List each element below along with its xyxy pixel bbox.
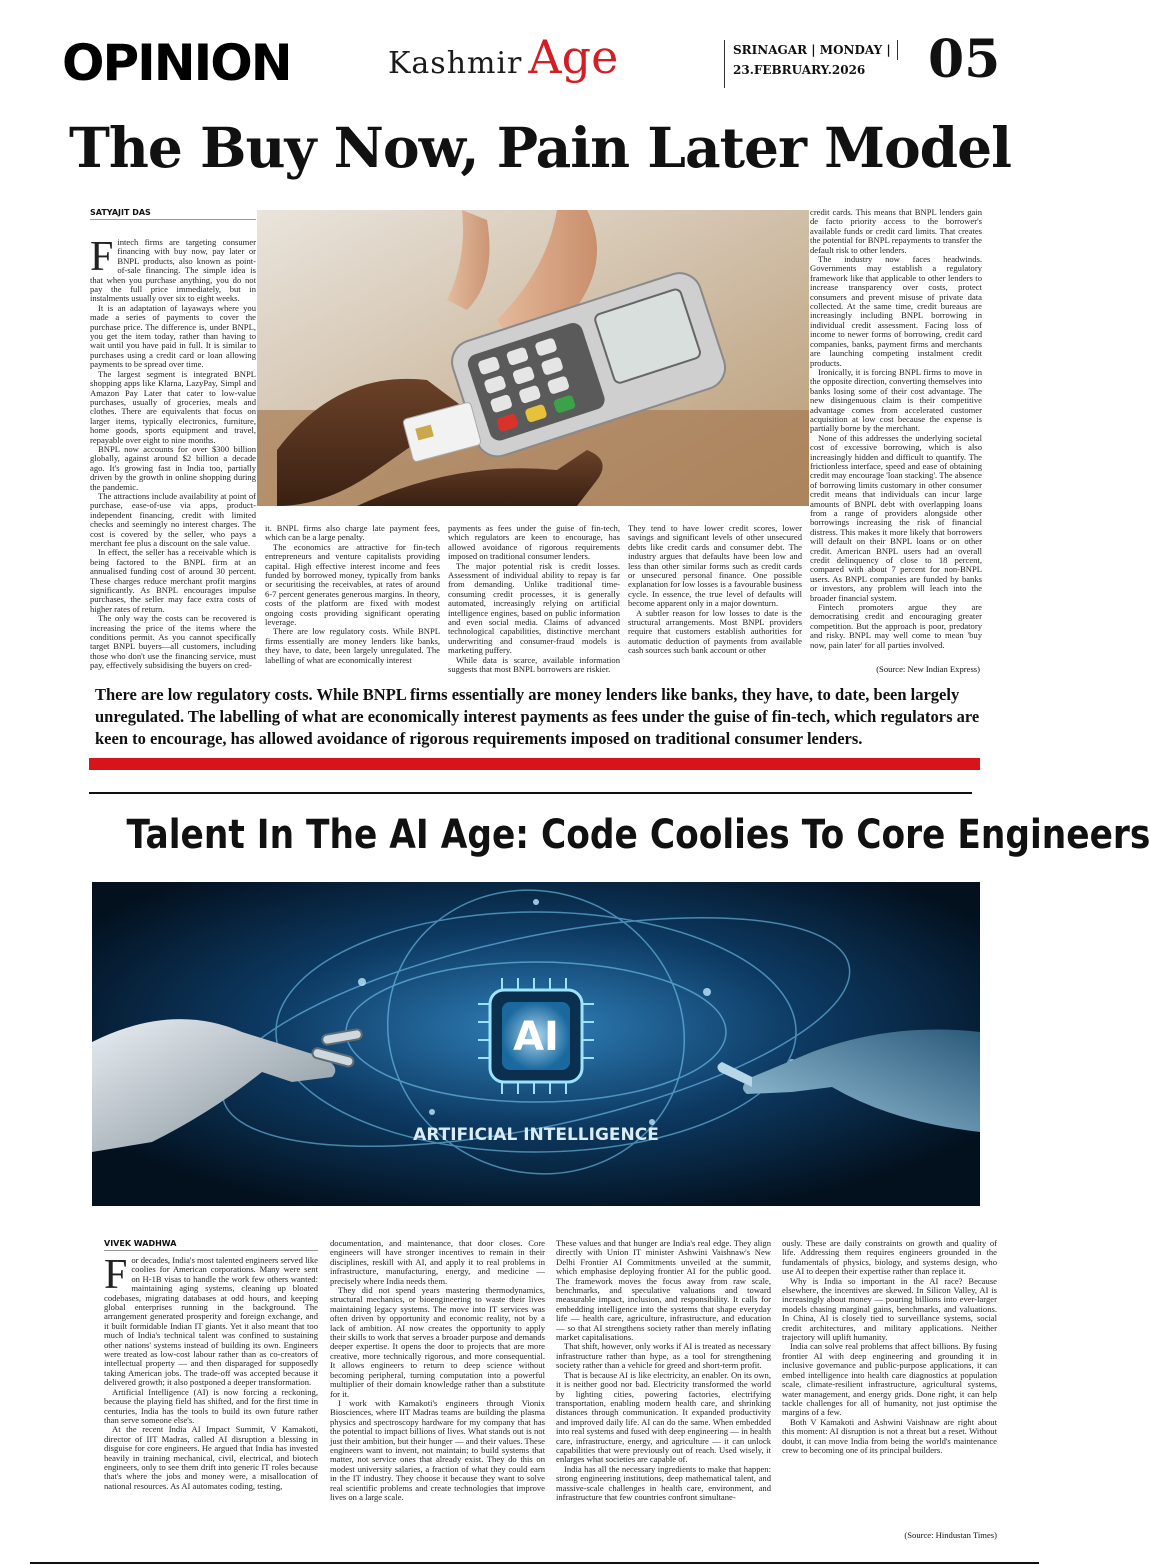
- article1-byline: SATYAJIT DAS: [90, 208, 256, 220]
- paragraph: payments as fees under the guise of fin-tech, which regulators are keen to encourage, has allowed avoidance of rigorous requirements imposed on traditional consumer lenders.: [448, 523, 620, 562]
- article2-photo-ai: [92, 882, 980, 1206]
- paragraph: The economics are attractive for fin-tech entrepreneurs and venture capitalists providing capital. High effective interest income and fees funded by borrowed money, typically from banks or securitising the receivables, at rates of around 6-7 percent generates generous margins. In theory, costs of the platform are fixed with modest ongoing costs providing significant operating leverage.: [265, 541, 440, 628]
- paragraph: Why is India so important in the AI race? Because elsewhere, the incentives are skewed. In Silicon Valley, AI is increasingly about money — pouring billions into ever-larger models chasing marginal gains, benchmarks, and valuations. In China, AI is closely tied to surveillance systems, social credit architectures, and military applications. Neither trajectory will uplift humanity.: [782, 1275, 997, 1343]
- paragraph: BNPL now accounts for over $300 billion globally, against around $2 billion a decade ago. It's growing fast in India too, partially driven by the growth in online shopping during the pandemic.: [90, 443, 256, 492]
- dateline-place-day: SRINAGAR | MONDAY |: [733, 40, 898, 60]
- paragraph: I work with Kamakoti's engineers through Vionix Biosciences, where IIT Madras teams are building the plasma physics and spectroscopy hardware for my company that has the potential to impact billions of lives. What stands out is not just their ambition, but their hunger — and their values. These engineers want to invent, not maintain; to build systems that matter, not service ones that already exist. They do this on modest university salaries, a fraction of what they could earn in the IT industry. They choose it because they want to solve real scientific problems and create technologies that improve lives on a large scale.: [330, 1397, 545, 1502]
- paragraph: The attractions include availability at point of purchase, ease-of-use via apps, product-independent financing, credit with limited checks and seemingly no interest charges. The cost is covered by the seller, who pays a merchant fee plus a discount on the sale value.: [90, 490, 256, 548]
- dateline: [724, 40, 898, 88]
- article1-column-1: [90, 234, 256, 671]
- paragraph: The only way the costs can be recovered is increasing the price of the items where the conditions permit. As you cannot specifically target BNPL buyers—all customers, including those who don't use the financing service, must pay, effectively subsidising the buyers on cred-: [90, 613, 256, 671]
- dateline-date: 23.FEBRUARY.2026: [733, 63, 866, 77]
- article2-column-3: [556, 1239, 771, 1544]
- paragraph: The major potential risk is credit losses. Assessment of individual ability to repay is far from demanding. Unlike traditional time-consuming credit processes, it is generally automated, increasingly relying on artificial intelligence engines, based on public information and even social media. Claims of advanced technological capabilities, distinctive merchant underwriting and consumer-fraud models is marketing puffery.: [448, 560, 620, 656]
- logo-text-kashmir: Kashmir: [388, 46, 523, 81]
- paragraph: India has all the necessary ingredients to make that happen: strong engineering institutions, deep mathematical talent, and massive-scale challenges in health care, environment, and infrastructure that few countries confront simultane-: [556, 1463, 771, 1502]
- paragraph: At the recent India AI Impact Summit, V Kamakoti, director of IIT Madras, called AI disruption a blessing in disguise for core engineers. He argued that India has invested heavily in training mechanical, civil, electrical, and biotech engineers, only to see them drift into generic IT roles because that's where the jobs and money were, a misallocation of national resources. As AI automates coding, testing,: [104, 1424, 318, 1491]
- card-payment-illustration: [257, 210, 809, 506]
- paragraph: That is because AI is like electricity, an enabler. On its own, it is neither good nor bad. Electricity transformed the world by lighting cities, powering factories, electrifying transportation, enabling modern health care, and shrinking distances through communication. It expanded productivity and improved daily life. AI can do the same. When embedded into real systems and fused with deep engineering — in health care, infrastructure, energy, and agriculture — it can unlock capabilities that were previously out of reach. Used wisely, it enlarges what societies are capable of.: [556, 1369, 771, 1465]
- paragraph: The largest segment is integrated BNPL shopping apps like Klarna, LazyPay, Simpl and Amazon Pay Later that cater to low-value purchases, usually of groceries, meals and clothes. There are equivalents that focus on larger items, typically electronics, furniture, home goods, sports equipment and travel, repayable over eight to nine months.: [90, 368, 256, 445]
- paragraph: They did not spend years mastering thermodynamics, structural mechanics, or bioengineering to waste their lives maintaining legacy systems. The move into IT services was often driven by opportunity and economic reality, not by a lack of ambition. AI now creates the opportunity to apply their skills to work that serves a broader purpose and demands deeper expertise. It opens the door to projects that are more creative, more technically rigorous, and more consequential. It allows engineers to return to deep science without becoming peripheral, turning computation into a powerful multiplier of their domain knowledge rather than a substitute for it.: [330, 1285, 545, 1399]
- paragraph: Ironically, it is forcing BNPL firms to move in the opposite direction, converting themselves into banks losing some of their cost advantage. The new disingenuous claim is their competitive advantage comes from accelerated customer acquisition at low cost because the expense is partially borne by the merchant.: [810, 366, 982, 434]
- article2-byline: VIVEK WADHWA: [104, 1239, 318, 1251]
- article1-column-5: [810, 208, 982, 664]
- paragraph: India can solve real problems that affect billions. By fusing frontier AI with deep engineering and grounding it in inclusive governance and public-purpose applications, it can embed intelligence into health care diagnostics at population scale, climate-resilient infrastructure, agricultural systems, water management, and energy grids. Done right, it can help tackle challenges for all of humanity, not just optimise the margins of a few.: [782, 1341, 997, 1418]
- section-rule: [89, 792, 972, 794]
- paragraph: documentation, and maintenance, that door closes. Core engineers will have stronger incentives to remain in their disciplines, reskill with AI, and apply it to real problems in infrastructure, manufacturing, energy, and medicine — precisely where India needs them.: [330, 1238, 545, 1286]
- article1-column-3: [448, 524, 620, 674]
- paragraph: Fintech promoters argue they are democratising credit and encouraging greater competition. But the approach is poor, predatory and risky. BNPL may well come to mean 'buy now, pain later' for all parties involved.: [810, 602, 982, 650]
- article2-headline: Talent In The AI Age: Code Coolies To Core Engineers: [126, 812, 1150, 858]
- paragraph: or decades, India's most talented engineers served like coolies for American corporations. Many were sent on H-1B visas to handle the work few others wanted: maintaining aging systems, cleaning up bloated codebases, migrating databases at odd hours, and keeping global enterprises running in the background. The arrangement generated prosperity and foreign exchange, and it built formidable Indian IT giants. Yet it also meant that too much of India's technical talent was confined to sustaining other nations' systems instead of building its own. Engineers were treated as low-cost labour rather than as co-creators of intellectual property — and then disparaged for supposedly taking American jobs. The trade-off was accepted because it delivered growth; it also postponed a deeper transformation.: [104, 1255, 318, 1388]
- section-label: OPINION: [62, 34, 291, 92]
- article1-pullquote: There are low regulatory costs. While BNPL firms essentially are money lenders like banks, they have, to date, been largely unregulated. The labelling of what are economically interest payments as fees under the guise of fin-tech, which regulators are keen to encourage, has allowed avoidance of rigorous requirements imposed on traditional consumer lenders.: [95, 685, 980, 748]
- article1-column-2: [265, 524, 440, 674]
- paragraph: That shift, however, only works if AI is treated as necessary infrastructure rather than hype, as a tool for strengthening society rather than a vehicle for greed and short-term profit.: [556, 1341, 771, 1371]
- masthead-logo[interactable]: [388, 30, 618, 90]
- paragraph: It is an adaptation of layaways where you made a series of payments to cover the purchase price. The difference is, under BNPL, you get the item today, rather than having to wait until you have paid in full. It is similar to purchases using a credit card or loan allowing payments to be spread over time.: [90, 302, 256, 370]
- paragraph: Artificial Intelligence (AI) is now forcing a reckoning, because the playing field has shifted, and for the first time in centuries, India has the tools to build its own future rather than serve someone else's.: [104, 1386, 318, 1425]
- article2-column-1: [104, 1252, 318, 1546]
- paragraph: ously. These are daily constraints on growth and quality of life. Addressing them requires engineers grounded in the fundamentals of physics, biology, and systems design, who use AI to deepen their expertise rather than replace it.: [782, 1238, 997, 1277]
- paragraph: A subtler reason for low losses to date is the structural arrangements. Most BNPL providers require that customers establish authorities for automatic deduction of payments from available cash sources such bank account or other: [628, 607, 802, 656]
- chip-label-ai: AI: [513, 1014, 559, 1060]
- drop-cap: F: [104, 1252, 128, 1298]
- red-divider-bar: [89, 758, 980, 770]
- article2-source: (Source: Hindustan Times): [904, 1530, 997, 1540]
- paragraph: intech firms are targeting consumer financing with buy now, pay later or BNPL products, also known as point-of-sale financing. The simple idea is that when you purchase anything, you do not pay the full price immediately, but in instalments usually over six to eight weeks.: [90, 237, 256, 304]
- paragraph: credit cards. This means that BNPL lenders gain de facto priority access to the borrower's available funds or credit card limits. That creates the potential for BNPL repayments to transfer the default risk to other lenders.: [810, 207, 982, 255]
- article1-source: (Source: New Indian Express): [876, 664, 980, 674]
- paragraph: They tend to have lower credit scores, lower savings and significant levels of other unsecured debts like credit cards and consumer debt. The industry argues that defaults have been low and less than other similar forms such as credit cards or unsecured personal finance. One possible explanation for low losses is a favourable business cycle. In essence, the true level of defaults will become apparent only in a major downturn.: [628, 523, 802, 609]
- article1-photo-card-terminal: [257, 210, 809, 506]
- paragraph: it. BNPL firms also charge late payment fees, which can be a large penalty.: [265, 523, 440, 543]
- paragraph: These values and that hunger are India's real edge. They align directly with Union IT minister Ashwini Vaishnaw's New Delhi Frontier AI Commitments unveiled at the summit, which emphasise deploying frontier AI for the public good. The framework moves the focus away from raw scale, benchmarks, and speculative valuations and toward measurable impact, inclusion, and responsibility. It calls for embedding intelligence into the systems that shape everyday life — health care, agriculture, infrastructure, and education — so that AI strengthens society rather than merely inflating market capitalisations.: [556, 1238, 771, 1343]
- article1-column-4: [628, 524, 802, 674]
- drop-cap: F: [90, 234, 114, 280]
- article1-headline: The Buy Now, Pain Later Model: [68, 115, 1012, 180]
- image-caption-artificial-intelligence: ARTIFICIAL INTELLIGENCE: [413, 1125, 659, 1145]
- footer-rule: [30, 1562, 1039, 1564]
- article2-column-2: [330, 1239, 545, 1544]
- paragraph: There are low regulatory costs. While BNPL firms essentially are money lenders like banks, they have, to date, been largely unregulated. The labelling of what are economically interest: [265, 626, 440, 665]
- article2-column-4: [782, 1239, 997, 1479]
- paragraph: The industry now faces headwinds. Governments may establish a regulatory framework like that applicable to other lenders to increase transparency over costs, protect consumers and prevent misuse of private data collected. At the same time, credit bureaus are increasingly including BNPL borrowing in individual credit assessment. Facing loss of income to newer forms of borrowing, credit card companies, banks, payment firms and merchants are launching competing instalment credit products.: [810, 254, 982, 368]
- paragraph: In effect, the seller has a receivable which is being factored to the BNPL firm at an annualised funding cost of around 30 percent. These charges reduce merchant profit margins significantly. As BNPL encourages impulse purchases, the seller may face extra costs of higher rates of return.: [90, 547, 256, 614]
- page-number: 05: [928, 29, 1001, 90]
- paragraph: Both V Kamakoti and Ashwini Vaishnaw are right about this moment: AI disruption is not a threat but a reset. Without doubt, it can move India from being the world's maintenance crew to becoming one of its principal builders.: [782, 1416, 997, 1455]
- logo-text-age: Age: [528, 30, 619, 84]
- paragraph: While data is scarce, available information suggests that most BNPL borrowers are riskier.: [448, 654, 620, 675]
- paragraph: None of this addresses the underlying societal cost of excessive borrowing, which is also increasingly hidden and difficult to quantify. The frictionless interface, speed and ease of obtaining credit may encourage 'loan stacking'. The absence of borrowing limits customary in other consumer credit means that individuals can incur large amounts of BNPL debt with overlapping loans from a range of providers alongside other borrowings increasing the risk of financial distress. This makes it more likely that borrowers will default on their BNPL loans or on other credit. American BNPL users had an overall credit delinquency of close to 18 percent, compared with about 7 percent for non-BNPL users. As BNPL companies are funded by banks or investors, any problem will leach into the broader financial system.: [810, 432, 982, 603]
- ai-illustration: [92, 882, 980, 1206]
